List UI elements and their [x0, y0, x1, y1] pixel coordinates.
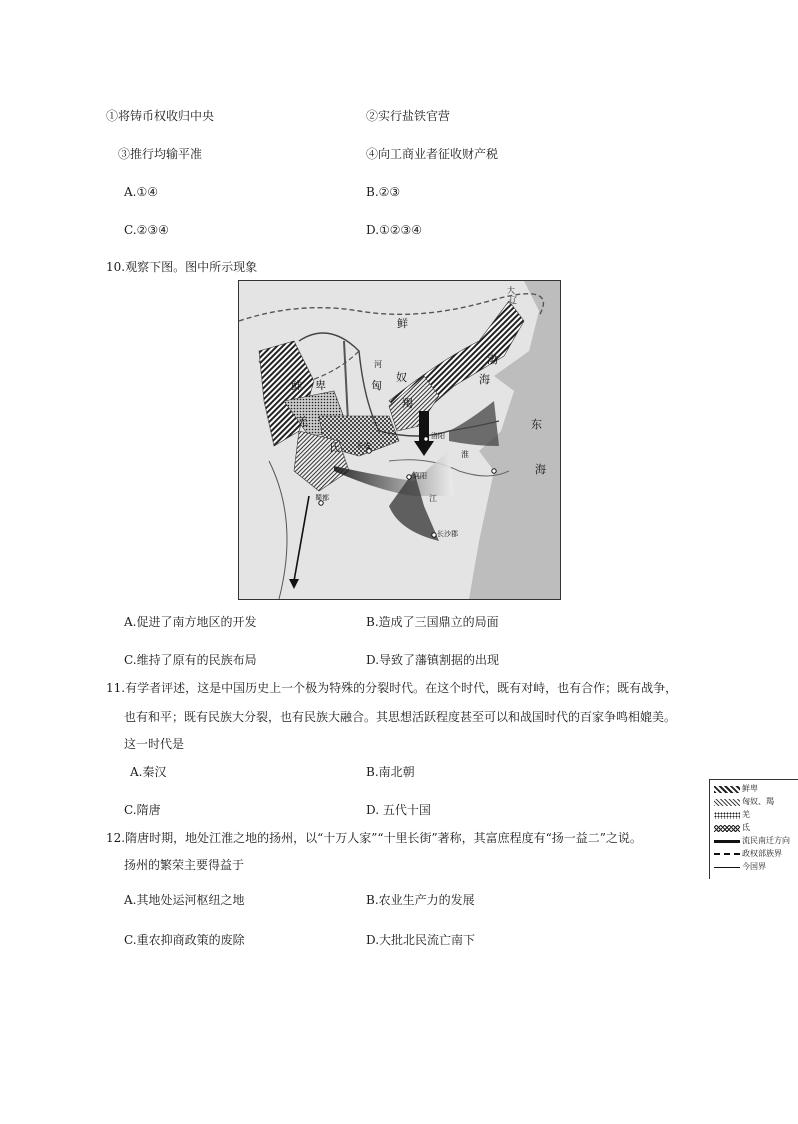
- q10-option-d: D.导致了藩镇割据的出现: [366, 653, 500, 667]
- q11-option-a: A.秦汉: [130, 765, 167, 779]
- legend-swatch: [714, 853, 740, 855]
- map-label-dong: 东: [531, 418, 542, 431]
- legend-item: 今国界: [714, 861, 766, 872]
- legend-item: 鲜卑: [714, 783, 758, 794]
- map-legend: [709, 779, 798, 879]
- map-label-jiang: 江: [429, 494, 437, 503]
- q9-option-c: C.②③④: [124, 223, 169, 237]
- map-label-hai-east: 海: [535, 463, 546, 476]
- q10-option-a: A.促进了南方地区的开发: [124, 615, 257, 629]
- city-xiangyang: 襄阳: [413, 472, 427, 480]
- q11-stem-line-1: 11.有学者评述，这是中国历史上一个极为特殊的分裂时代。在这个时代，既有对峙，也有合作；既有战争，: [106, 681, 678, 695]
- q11-option-c: C.隋唐: [124, 803, 161, 817]
- map-label-da: 大: [507, 286, 515, 295]
- legend-swatch: [714, 825, 740, 832]
- city-chengdu: 蜀都: [315, 494, 329, 502]
- legend-item: 羌: [714, 809, 750, 820]
- map-label-huai: 淮: [461, 450, 469, 459]
- map-label-nu: 奴: [396, 371, 407, 384]
- q10-option-c: C.维持了原有的民族布局: [124, 653, 257, 667]
- q9-item-3: ③推行均输平准: [118, 147, 203, 161]
- legend-swatch: [714, 840, 740, 843]
- city-luoyang: 洛阳: [431, 432, 445, 440]
- q9-item-4: ④向工商业者征收财产税: [366, 147, 499, 161]
- q12-option-d: D.大批北民流亡南下: [366, 933, 476, 947]
- map-label-bei: 卑: [315, 379, 326, 392]
- q9-option-a: A.①④: [124, 185, 158, 199]
- q11-stem-line-2: 也有和平；既有民族大分裂，也有民族大融合。其思想活跃程度甚至可以和战国时代的百家争鸣相媲美。: [124, 710, 677, 724]
- q9-option-b: B.②③: [366, 185, 401, 199]
- legend-item: 匈奴、羯: [714, 796, 774, 807]
- map-label-xiong: 匈: [371, 379, 382, 392]
- q12-stem-line-2: 扬州的繁荣主要得益于: [124, 858, 245, 872]
- q11-option-b: B.南北朝: [366, 765, 415, 779]
- map-label-xian: 鲜: [397, 317, 408, 330]
- q12-option-a: A.其地处运河枢纽之地: [124, 893, 245, 907]
- legend-swatch: [714, 786, 740, 793]
- q10-stem: 10.观察下图。图中所示现象: [106, 260, 258, 274]
- legend-item: 氐: [714, 822, 750, 833]
- map-label-hai: 海: [479, 373, 490, 386]
- map-label-xian-west: 鲜: [291, 379, 302, 392]
- q11-option-d: D. 五代十国: [366, 803, 431, 817]
- q12-option-b: B.农业生产力的发展: [366, 893, 475, 907]
- map-label-qiang: 羌: [297, 415, 308, 428]
- city-changan: 长安: [357, 442, 371, 450]
- map-label-bo: 渤: [487, 353, 498, 366]
- map-label-di: 氐: [329, 441, 340, 454]
- q9-item-1: ①将铸币权收归中央: [106, 109, 215, 123]
- q9-item-2: ②实行盐铁官营: [366, 109, 451, 123]
- legend-swatch: [714, 867, 740, 868]
- q12-stem-line-1: 12.隋唐时期，地处江淮之地的扬州，以“十万人家”“十里长街”著称，其富庶程度有“扬一益二”之说。: [106, 831, 642, 845]
- map-label-he: 河: [374, 360, 382, 369]
- map-label-jie: 羯: [402, 397, 413, 410]
- legend-item: 流民南迁方向: [714, 835, 790, 846]
- q9-option-d: D.①②③④: [366, 223, 423, 237]
- legend-swatch: [714, 799, 740, 806]
- legend-swatch: [714, 812, 740, 819]
- q11-stem-line-3: 这一时代是: [124, 737, 185, 751]
- legend-item: 政权部族界: [714, 848, 782, 859]
- map-label-liao: 辽: [509, 296, 517, 305]
- city-changsha: 长沙郡: [437, 530, 458, 538]
- q12-option-c: C.重农抑商政策的废除: [124, 933, 245, 947]
- q10-option-b: B.造成了三国鼎立的局面: [366, 615, 499, 629]
